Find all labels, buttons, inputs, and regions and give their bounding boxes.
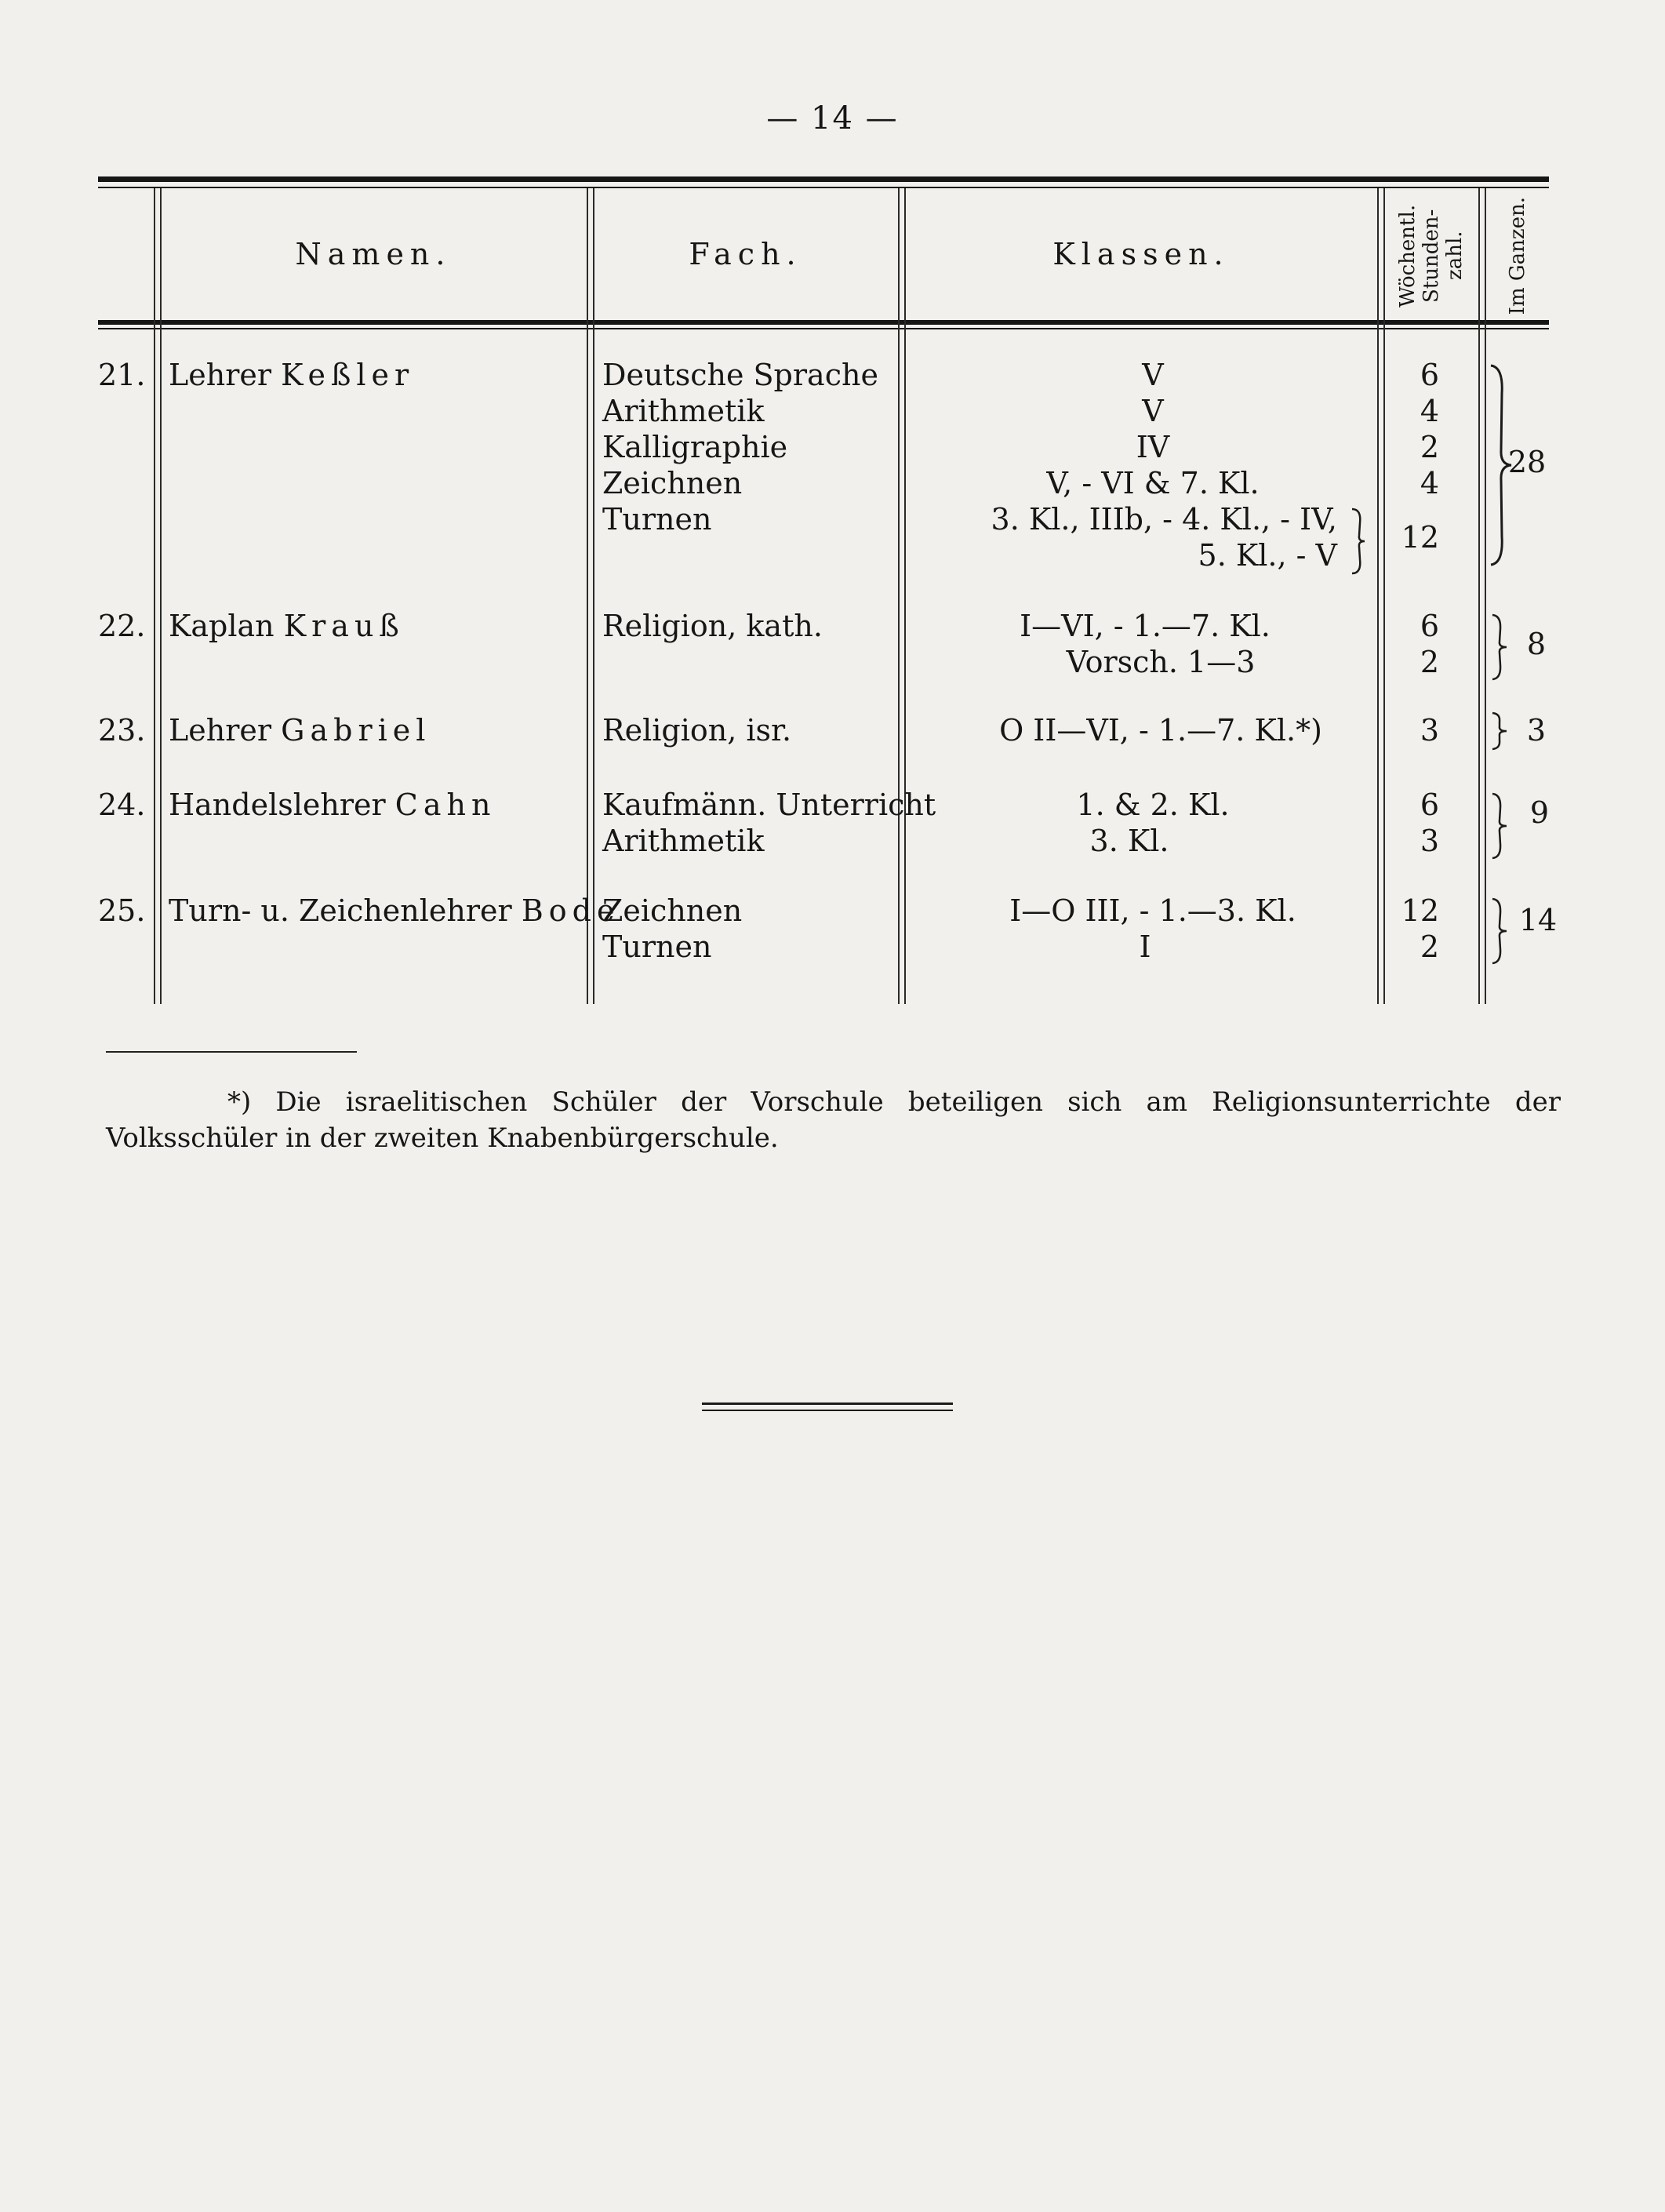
weekly-hours: 4 — [1420, 466, 1439, 500]
class: V — [1142, 358, 1164, 392]
class: IV — [1136, 430, 1170, 464]
teacher-title: Kaplan — [169, 609, 274, 643]
column-divider — [587, 188, 588, 1004]
subject: Deutsche Sprache — [602, 358, 878, 392]
class: 5. Kl., - V — [1198, 538, 1337, 573]
class: I—VI, - 1.—7. Kl. — [1020, 609, 1271, 643]
total-hours: 3 — [1526, 713, 1547, 748]
total-brace — [1488, 791, 1511, 861]
header-weekly-hours-label: Wöchentl. Stunden- zahl. — [1396, 204, 1467, 307]
page-number: — 14 — — [766, 100, 899, 136]
class: 1. & 2. Kl. — [1076, 788, 1230, 822]
total-hours: 14 — [1518, 903, 1558, 937]
weekly-hours: 12 — [1401, 893, 1439, 928]
weekly-hours: 2 — [1420, 930, 1439, 964]
teacher-name — [169, 893, 620, 929]
weekly-hours: 12 — [1401, 520, 1439, 555]
row-number: 23. — [98, 713, 146, 748]
subject: Arithmetik — [602, 394, 765, 428]
footnote: *) Die israelitischen Schüler der Vorschule beteiligen sich am Religionsunterrichte der Volksschüler in der zweiten Knabenbürgerschule. — [106, 1086, 1561, 1154]
class: 3. Kl. — [1089, 824, 1169, 858]
column-divider — [154, 188, 155, 1004]
class-brace — [1347, 506, 1368, 577]
row-number: 22. — [98, 609, 146, 643]
header-total — [1486, 193, 1549, 318]
teacher-surname: Bode — [521, 893, 620, 928]
table-top-rule — [98, 176, 1549, 182]
weekly-hours: 6 — [1420, 358, 1439, 392]
total-brace — [1488, 896, 1511, 966]
header-separator-rule-thin — [98, 328, 1549, 329]
class: 3. Kl., IIIb, - 4. Kl., - IV, — [991, 502, 1337, 537]
teacher-title: Lehrer — [169, 713, 272, 748]
footnote-separator — [106, 1051, 357, 1053]
teacher-name — [169, 357, 414, 393]
teacher-title: Turn- u. Zeichenlehrer — [169, 893, 512, 928]
row-number: 21. — [98, 358, 146, 392]
class: I — [1139, 930, 1151, 964]
teacher-title: Lehrer — [169, 358, 272, 392]
teacher-surname: Gabriel — [281, 713, 431, 748]
header-weekly-hours — [1385, 193, 1478, 318]
weekly-hours: 4 — [1420, 394, 1439, 428]
header-fach: Fach. — [689, 237, 802, 271]
subject: Religion, isr. — [602, 713, 792, 748]
column-divider — [1377, 188, 1379, 1004]
teacher-name — [169, 608, 405, 644]
teacher-surname: Keßler — [281, 358, 415, 392]
subject: Arithmetik — [602, 824, 765, 858]
teacher-surname: Cahn — [394, 788, 496, 822]
class: V — [1142, 394, 1164, 428]
column-divider — [898, 188, 900, 1004]
teacher-name — [169, 712, 431, 748]
weekly-hours: 2 — [1420, 645, 1439, 679]
header-separator-rule — [98, 320, 1549, 325]
header-total-label: Im Ganzen. — [1506, 196, 1529, 315]
class: O II—VI, - 1.—7. Kl.*) — [999, 713, 1322, 748]
class: I—O III, - 1.—3. Kl. — [1009, 893, 1296, 928]
header-name: Namen. — [295, 237, 452, 271]
weekly-hours: 2 — [1420, 430, 1439, 464]
subject: Religion, kath. — [602, 609, 823, 643]
row-number: 24. — [98, 788, 146, 822]
total-brace — [1488, 711, 1511, 751]
weekly-hours: 6 — [1420, 609, 1439, 643]
weekly-hours: 3 — [1420, 713, 1439, 748]
subject: Zeichnen — [602, 893, 743, 928]
column-divider — [1478, 188, 1480, 1004]
class: Vorsch. 1—3 — [1066, 645, 1256, 679]
total-hours: 28 — [1507, 445, 1547, 479]
row-number: 25. — [98, 893, 146, 928]
weekly-hours: 3 — [1420, 824, 1439, 858]
subject: Kalligraphie — [602, 430, 788, 464]
subject: Turnen — [602, 502, 712, 537]
subject: Zeichnen — [602, 466, 743, 500]
teacher-title: Handelslehrer — [169, 788, 386, 822]
subject: Turnen — [602, 930, 712, 964]
end-rule-thin — [702, 1410, 953, 1411]
header-klassen: Klassen. — [1052, 237, 1230, 271]
end-rule — [702, 1403, 953, 1405]
subject: Kaufmänn. Unterricht — [602, 788, 936, 822]
teacher-name — [169, 787, 496, 823]
weekly-hours: 6 — [1420, 788, 1439, 822]
total-hours: 9 — [1529, 795, 1550, 830]
total-brace — [1488, 612, 1511, 682]
class: V, - VI & 7. Kl. — [1046, 466, 1260, 500]
total-hours: 8 — [1526, 627, 1547, 661]
teacher-surname: Krauß — [283, 609, 405, 643]
